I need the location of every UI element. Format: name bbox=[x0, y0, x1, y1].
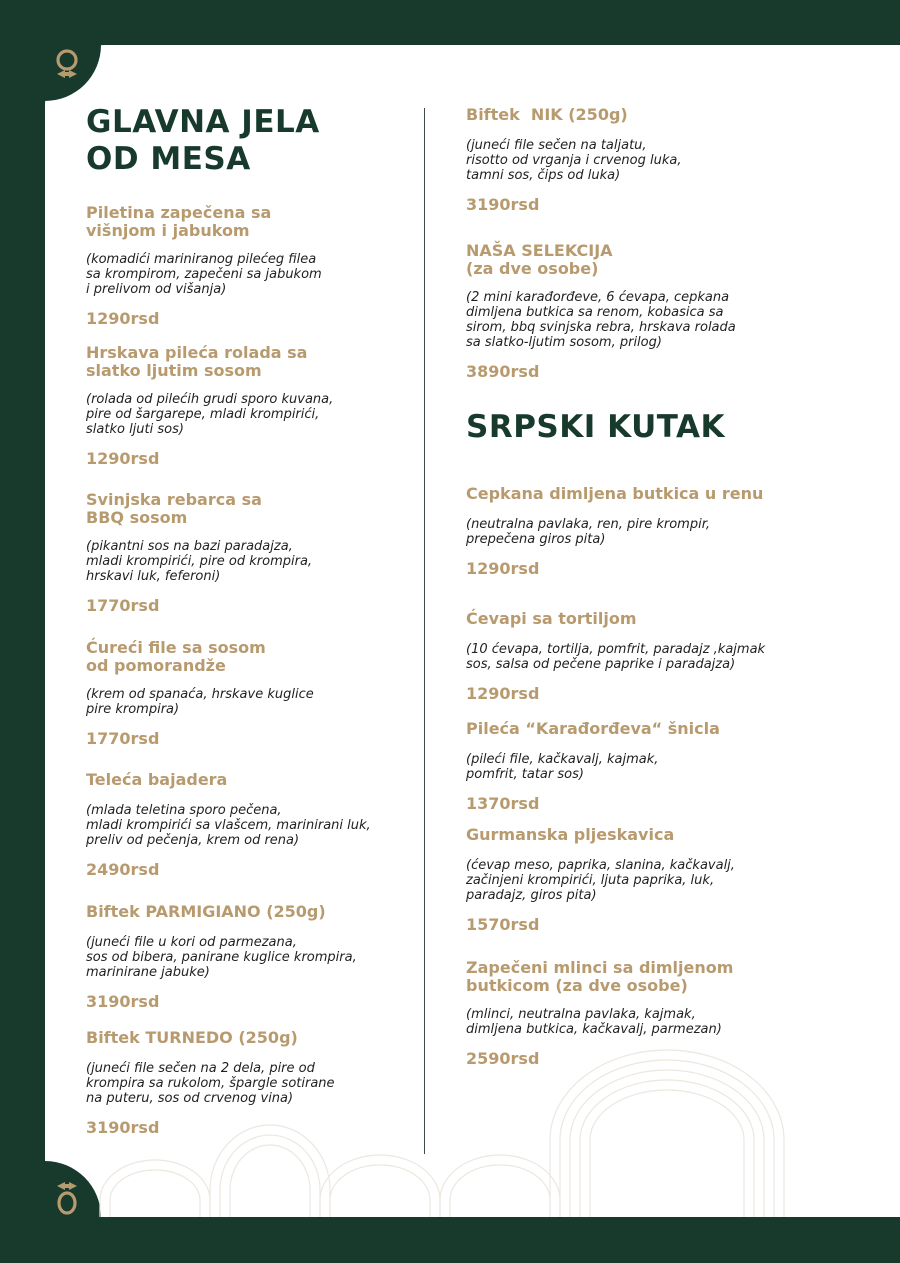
menu-item bbox=[466, 242, 796, 381]
item-name: Hrskava pileća rolada sa slatko ljutim sosom bbox=[86, 343, 308, 380]
item-name: Biftek NIK (250g) bbox=[466, 105, 628, 124]
item-description: (mlada teletina sporo pečena, mladi krompirići sa vlašcem, marinirani luk, preliv od pečenja, krem od rena) bbox=[86, 803, 371, 848]
logo-icon bbox=[52, 43, 82, 83]
menu-item bbox=[466, 720, 796, 813]
section-title-srpski-kutak: SRPSKI KUTAK bbox=[466, 409, 725, 445]
item-price: 1290rsd bbox=[86, 449, 160, 468]
item-description: (10 ćevapa, tortilja, pomfrit, paradajz ,kajmak sos, salsa od pečene paprike i paradajza) bbox=[466, 642, 766, 672]
item-price: 3190rsd bbox=[466, 195, 540, 214]
item-price: 1290rsd bbox=[466, 559, 540, 578]
item-name: Ćureći file sa sosom od pomorandže bbox=[86, 638, 266, 675]
item-description: (juneći file u kori od parmezana, sos od bibera, panirane kuglice krompira, marinirane jabuke) bbox=[86, 935, 357, 980]
item-price: 1570rsd bbox=[466, 915, 540, 934]
item-name: Gurmanska pljeskavica bbox=[466, 825, 675, 844]
item-description: (krem od spanaća, hrskave kuglice pire krompira) bbox=[86, 687, 314, 717]
item-name: Biftek TURNEDO (250g) bbox=[86, 1028, 298, 1047]
item-description: (neutralna pavlaka, ren, pire krompir, prepečena giros pita) bbox=[466, 517, 710, 547]
menu-item bbox=[86, 1029, 416, 1137]
item-name: Ćevapi sa tortiljom bbox=[466, 609, 637, 628]
logo-icon bbox=[52, 1178, 82, 1218]
item-price: 2490rsd bbox=[86, 860, 160, 879]
item-price: 1770rsd bbox=[86, 596, 160, 615]
menu-item bbox=[466, 485, 796, 578]
item-name: Zapečeni mlinci sa dimljenom butkicom (za dve osobe) bbox=[466, 958, 734, 995]
column-divider bbox=[424, 108, 425, 1154]
item-description: (ćevap meso, paprika, slanina, kačkavalj, začinjeni krompirići, ljuta paprika, luk, paradajz, giros pita) bbox=[466, 858, 735, 903]
item-price: 3890rsd bbox=[466, 362, 540, 381]
item-name: Biftek PARMIGIANO (250g) bbox=[86, 902, 326, 921]
item-description: (rolada od pilećih grudi sporo kuvana, pire od šargarepe, mladi krompirići, slatko ljuti sos) bbox=[86, 392, 334, 437]
item-price: 1770rsd bbox=[86, 729, 160, 748]
item-description: (juneći file sečen na taljatu, risotto od vrganja i crvenog luka, tamni sos, čips od luka) bbox=[466, 138, 682, 183]
item-name: Cepkana dimljena butkica u renu bbox=[466, 484, 764, 503]
item-name: Pileća “Karađorđeva“ šnicla bbox=[466, 719, 720, 738]
menu-item bbox=[466, 106, 796, 214]
item-description: (komadići mariniranog pilećeg filea sa krompirom, zapečeni sa jabukom i prelivom od višanja) bbox=[86, 252, 322, 297]
menu-item bbox=[86, 771, 416, 879]
item-price: 1370rsd bbox=[466, 794, 540, 813]
item-name: Teleća bajadera bbox=[86, 770, 228, 789]
item-price: 1290rsd bbox=[86, 309, 160, 328]
item-description: (2 mini karađorđeve, 6 ćevapa, cepkana dimljena butkica sa renom, kobasica sa sirom, bbq svinjska rebra, hrskava rolada sa slatko-ljutim sosom, prilog) bbox=[466, 290, 736, 350]
item-price: 1290rsd bbox=[466, 684, 540, 703]
menu-item bbox=[466, 610, 796, 703]
item-description: (pikantni sos na bazi paradajza, mladi krompirići, pire od krompira, hrskavi luk, feferoni) bbox=[86, 539, 313, 584]
item-name: NAŠA SELEKCIJA (za dve osobe) bbox=[466, 241, 613, 278]
section-title-glavna-jela: GLAVNA JELA OD MESA bbox=[86, 104, 320, 177]
item-description: (juneći file sečen na 2 dela, pire od krompira sa rukolom, špargle sotirane na puteru, sos od crvenog vina) bbox=[86, 1061, 335, 1106]
item-price: 3190rsd bbox=[86, 992, 160, 1011]
menu-item bbox=[86, 344, 416, 468]
menu-item bbox=[86, 903, 416, 1011]
menu-item bbox=[86, 491, 416, 615]
item-price: 2590rsd bbox=[466, 1049, 540, 1068]
item-price: 3190rsd bbox=[86, 1118, 160, 1137]
menu-item bbox=[466, 826, 796, 934]
item-description: (pileći file, kačkavalj, kajmak, pomfrit, tatar sos) bbox=[466, 752, 659, 782]
menu-item bbox=[86, 639, 416, 748]
item-name: Piletina zapečena sa višnjom i jabukom bbox=[86, 203, 272, 240]
menu-item bbox=[86, 204, 416, 328]
item-description: (mlinci, neutralna pavlaka, kajmak, dimljena butkica, kačkavalj, parmezan) bbox=[466, 1007, 722, 1037]
menu-item bbox=[466, 959, 796, 1068]
item-name: Svinjska rebarca sa BBQ sosom bbox=[86, 490, 262, 527]
